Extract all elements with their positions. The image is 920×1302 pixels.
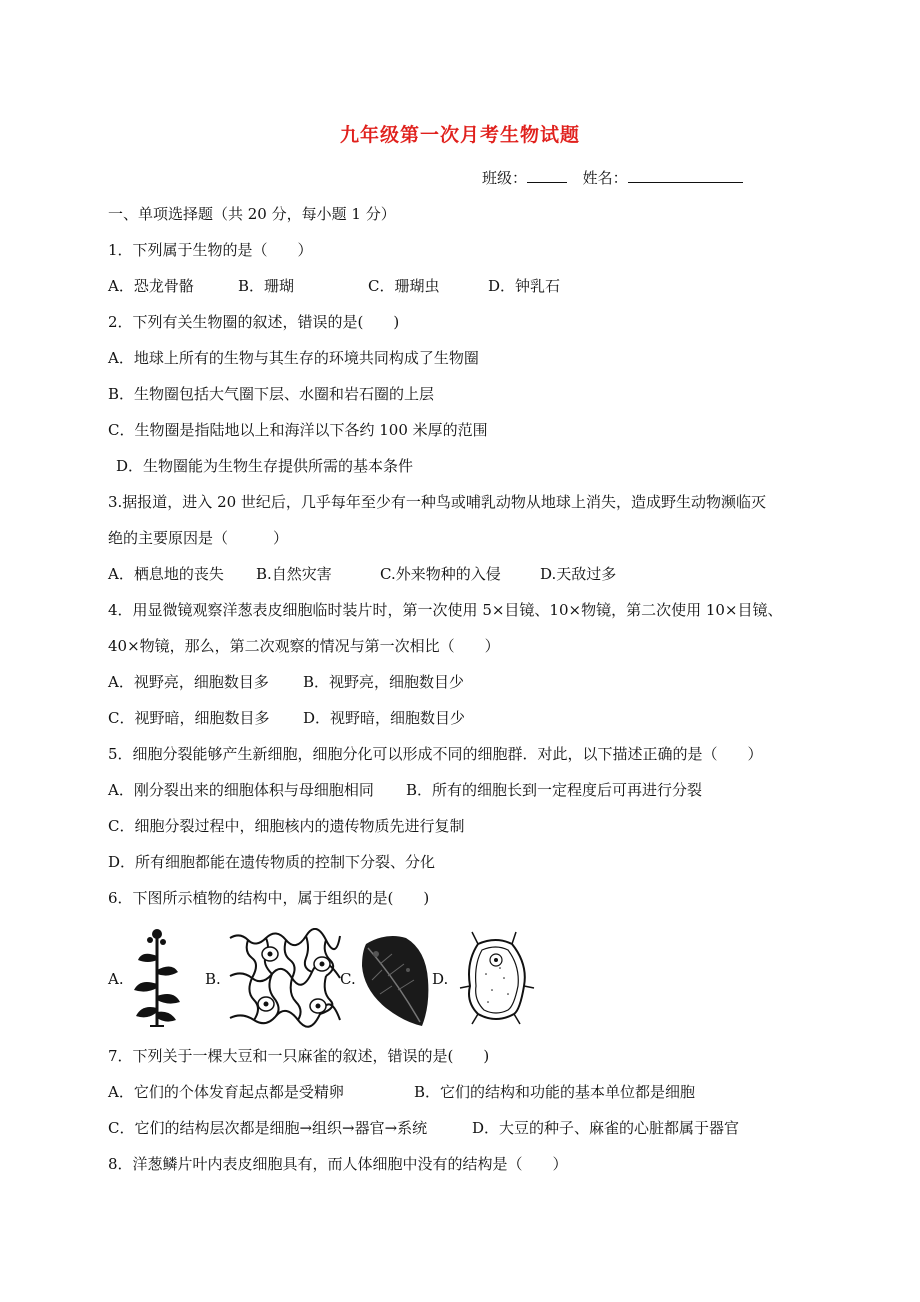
name-label: 姓名： bbox=[582, 169, 628, 187]
q5-options-ab bbox=[108, 780, 702, 800]
q1-options bbox=[108, 276, 560, 296]
plant-whole-figure bbox=[128, 926, 186, 1030]
name-blank bbox=[628, 168, 743, 183]
q4-option-c: C．视野暗，细胞数目多 bbox=[108, 709, 270, 727]
q3-stem-line1: 3.据报道，进入 20 世纪后，几乎每年至少有一种鸟或哺乳动物从地球上消失，造成野生动物濒临灭 bbox=[108, 493, 766, 511]
q7-option-a: A．它们的个体发育起点都是受精卵 bbox=[108, 1083, 344, 1101]
q6-stem: 6．下图所示植物的结构中，属于组织的是( ) bbox=[108, 889, 430, 907]
q7-stem: 7．下列关于一棵大豆和一只麻雀的叙述，错误的是( ) bbox=[108, 1047, 490, 1065]
q6-label-b: B. bbox=[205, 970, 221, 988]
q4-option-b: B．视野亮，细胞数目少 bbox=[303, 673, 465, 691]
q6-label-c: C. bbox=[340, 970, 356, 988]
student-info bbox=[482, 167, 743, 188]
q7-option-b: B．它们的结构和功能的基本单位都是细胞 bbox=[414, 1083, 696, 1101]
q3-option-c: C.外来物种的入侵 bbox=[380, 565, 501, 583]
q3-option-a: A．栖息地的丧失 bbox=[108, 565, 224, 583]
q1-option-c: C．珊瑚虫 bbox=[368, 277, 440, 295]
epidermis-tissue-figure bbox=[226, 928, 344, 1028]
q7-option-d: D．大豆的种子、麻雀的心脏都属于器官 bbox=[472, 1119, 740, 1137]
q5-option-a: A．刚分裂出来的细胞体积与母细胞相同 bbox=[108, 781, 374, 799]
q4-options-cd bbox=[108, 708, 465, 728]
q6-label-a: A. bbox=[108, 970, 124, 988]
q4-option-d: D．视野暗，细胞数目少 bbox=[303, 709, 466, 727]
q3-options bbox=[108, 564, 616, 584]
q7-options-cd bbox=[108, 1118, 739, 1138]
q5-stem: 5．细胞分裂能够产生新细胞，细胞分化可以形成不同的细胞群．对此，以下描述正确的是（ ） bbox=[108, 745, 763, 763]
q3-stem-line2: 绝的主要原因是（ ） bbox=[108, 529, 289, 547]
section-heading: 一、单项选择题（共 20 分，每小题 1 分） bbox=[108, 205, 396, 223]
q4-options-ab bbox=[108, 672, 464, 692]
plant-cell-figure bbox=[456, 928, 538, 1028]
q3-option-b: B.自然灾害 bbox=[256, 565, 332, 583]
q2-option-a: A．地球上所有的生物与其生存的环境共同构成了生物圈 bbox=[108, 349, 479, 367]
class-blank bbox=[527, 168, 567, 183]
q1-option-b: B．珊瑚 bbox=[238, 277, 295, 295]
leaf-figure bbox=[356, 930, 434, 1030]
q2-option-d: D．生物圈能为生物生存提供所需的基本条件 bbox=[116, 457, 414, 475]
q2-option-c: C．生物圈是指陆地以上和海洋以下各约 100 米厚的范围 bbox=[108, 421, 488, 439]
q8-stem: 8．洋葱鳞片叶内表皮细胞具有，而人体细胞中没有的结构是（ ） bbox=[108, 1155, 568, 1173]
class-label: 班级： bbox=[482, 169, 528, 187]
q1-stem: 1．下列属于生物的是（ ） bbox=[108, 241, 313, 259]
q3-option-d: D.天敌过多 bbox=[540, 565, 617, 583]
q5-option-c: C．细胞分裂过程中，细胞核内的遗传物质先进行复制 bbox=[108, 817, 465, 835]
q1-option-d: D．钟乳石 bbox=[488, 277, 561, 295]
q4-stem-line2: 40×物镜，那么，第二次观察的情况与第一次相比（ ） bbox=[108, 637, 500, 655]
q4-stem-line1: 4．用显微镜观察洋葱表皮细胞临时装片时，第一次使用 5×目镜、10×物镜，第二次使用 10×目镜、 bbox=[108, 601, 783, 619]
q1-option-a: A．恐龙骨骼 bbox=[108, 277, 194, 295]
q6-label-d: D. bbox=[432, 970, 449, 988]
q4-option-a: A．视野亮，细胞数目多 bbox=[108, 673, 269, 691]
q5-option-d: D．所有细胞都能在遗传物质的控制下分裂、分化 bbox=[108, 853, 436, 871]
q5-option-b: B．所有的细胞长到一定程度后可再进行分裂 bbox=[406, 781, 703, 799]
q7-option-c: C．它们的结构层次都是细胞→组织→器官→系统 bbox=[108, 1119, 428, 1137]
page-title: 九年级第一次月考生物试题 bbox=[339, 124, 580, 146]
q2-option-b: B．生物圈包括大气圈下层、水圈和岩石圈的上层 bbox=[108, 385, 435, 403]
q7-options-ab bbox=[108, 1082, 695, 1102]
q2-stem: 2．下列有关生物圈的叙述，错误的是( ) bbox=[108, 313, 400, 331]
